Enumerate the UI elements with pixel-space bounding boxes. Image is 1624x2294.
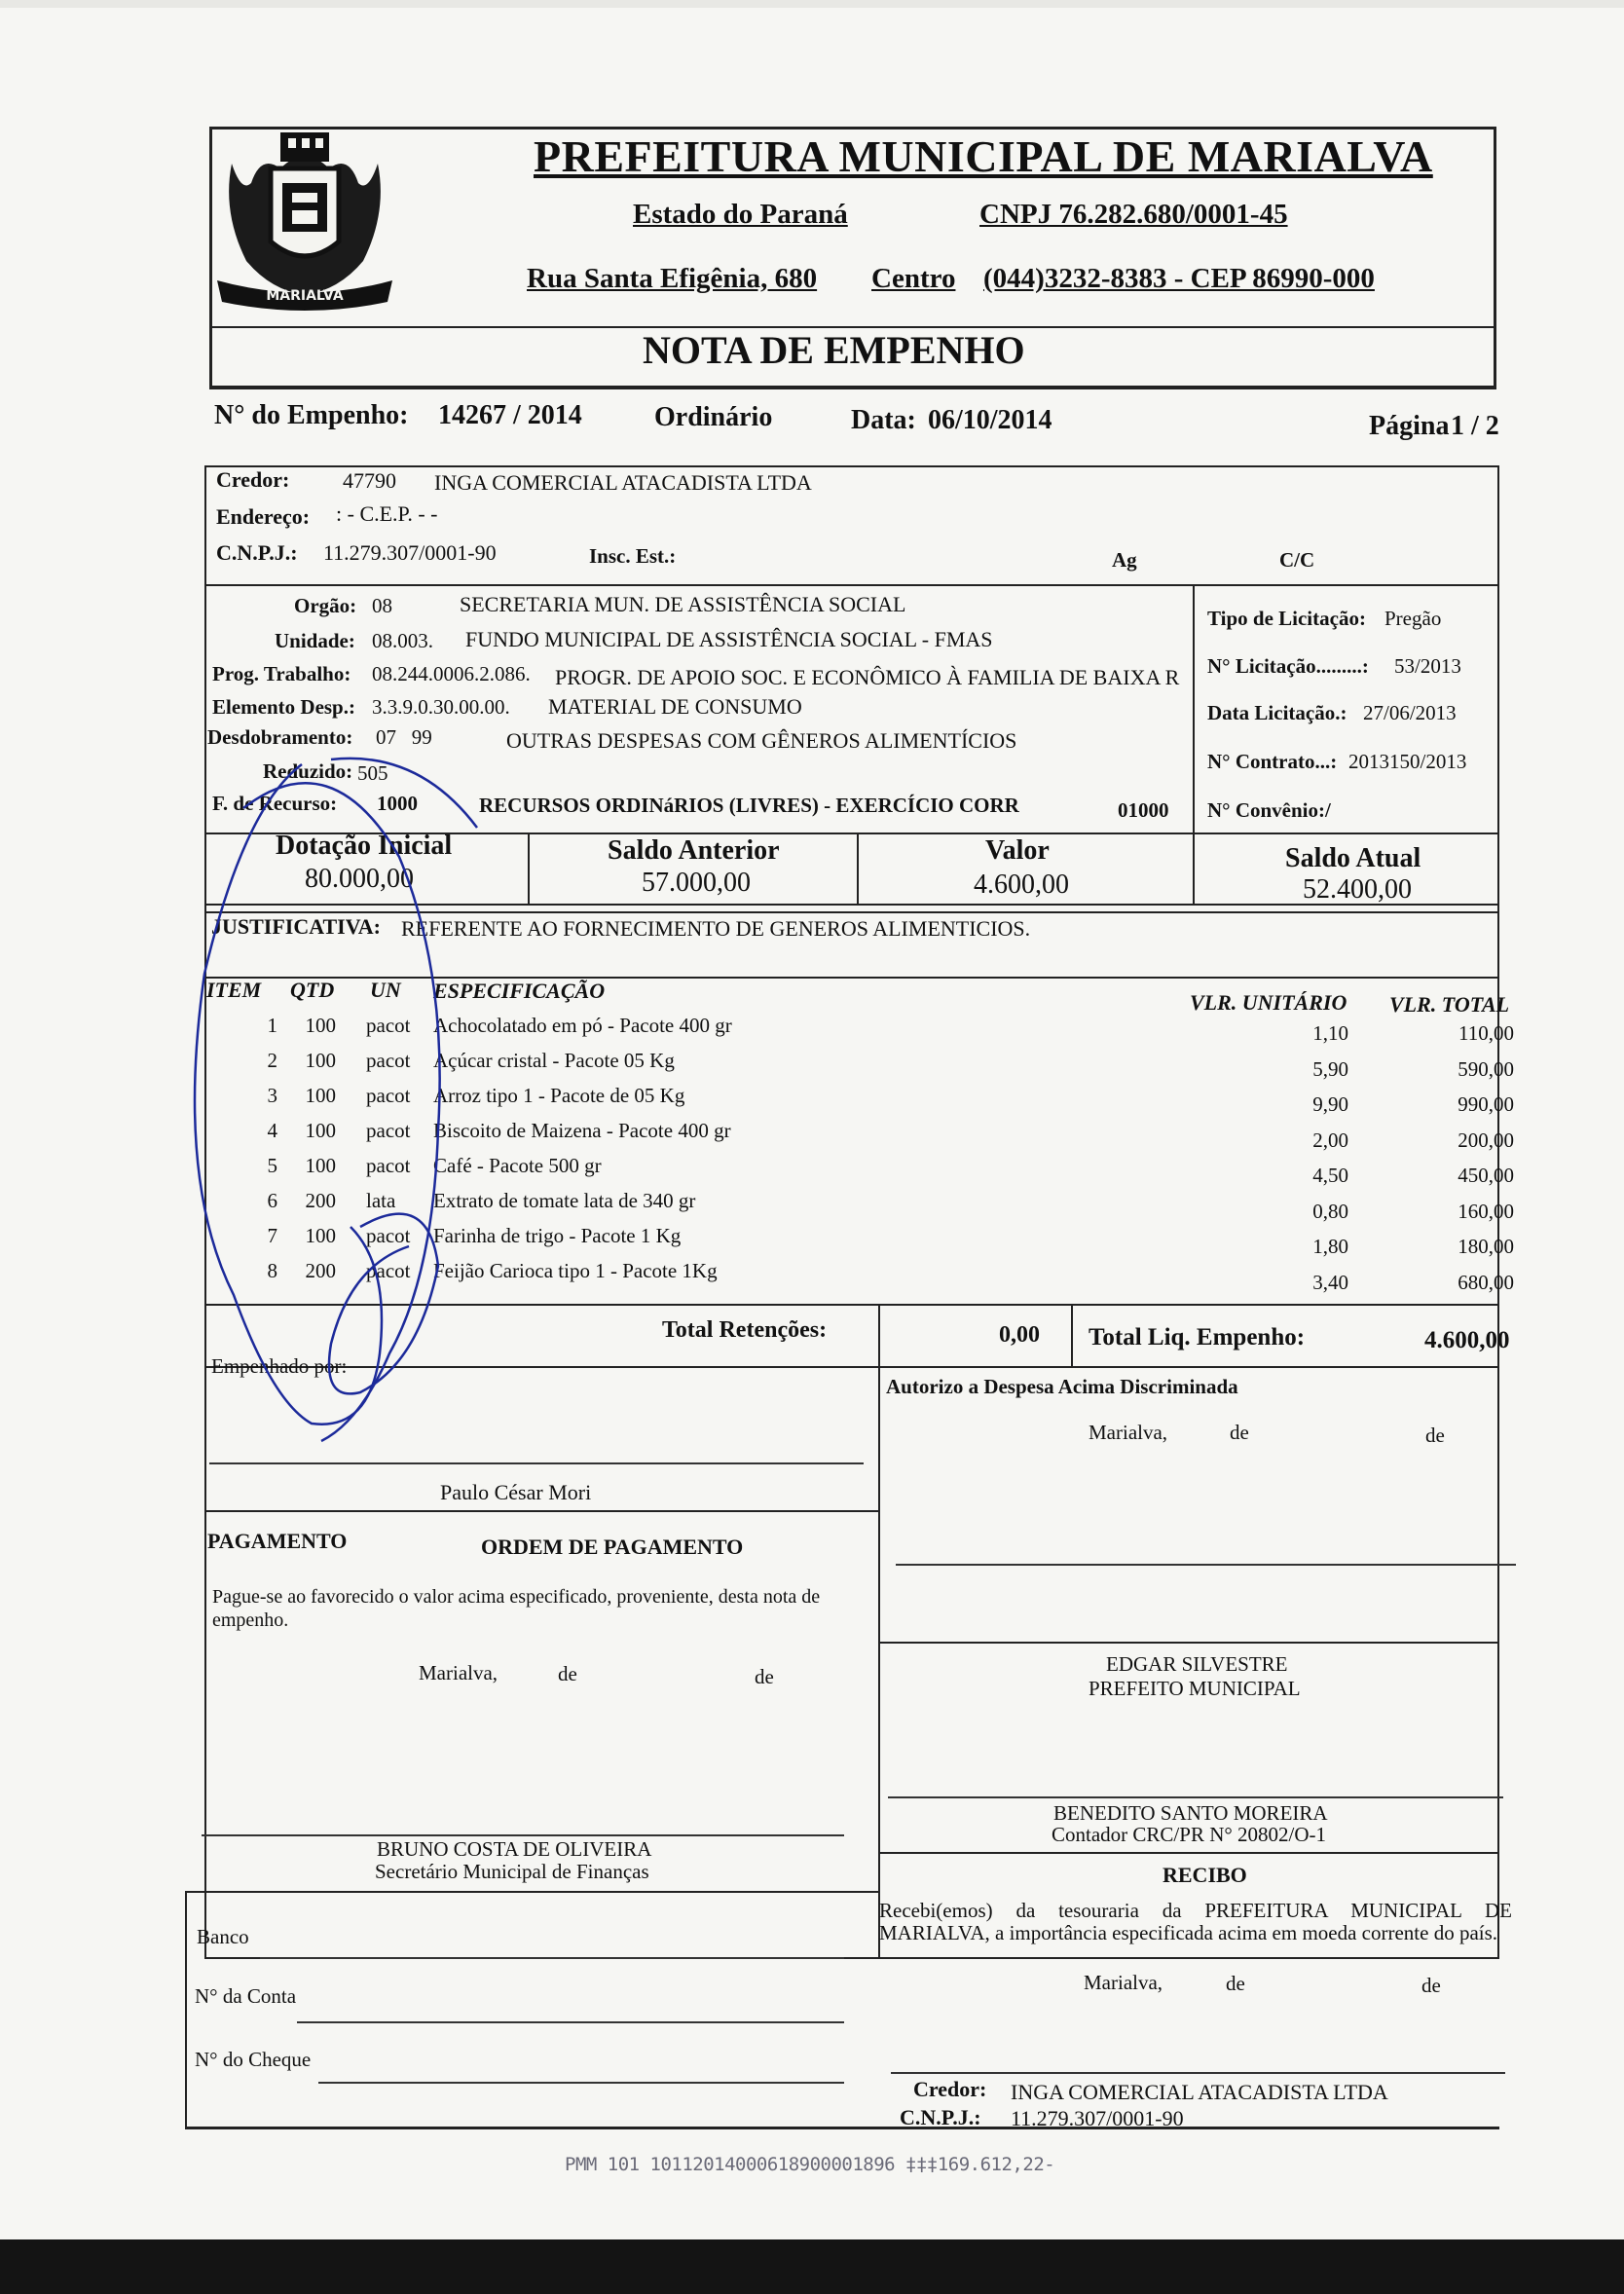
state-name: Estado do Paraná	[633, 199, 848, 230]
total-liquido-value: 4.600,00	[1424, 1327, 1510, 1353]
orgao-name: SECRETARIA MUN. DE ASSISTÊNCIA SOCIAL	[460, 592, 906, 616]
credor-signature-line	[891, 2072, 1505, 2074]
recibo-cnpj-label: C.N.P.J.:	[900, 2105, 981, 2129]
elemento-name: MATERIAL DE CONSUMO	[548, 694, 802, 719]
autorizo-text: Autorizo a Despesa Acima Discriminada	[886, 1375, 1238, 1398]
recibo-label: RECIBO	[1163, 1863, 1247, 1887]
item-cell-un: pacot	[366, 1119, 411, 1142]
prog-trabalho-code: 08.244.0006.2.086.	[372, 662, 531, 685]
item-cell-spec: Café - Pacote 500 gr	[433, 1154, 602, 1177]
col-header-item: ITEM	[206, 978, 262, 1002]
autorizo-city: Marialva,	[1089, 1421, 1168, 1444]
desdobramento-label: Desdobramento:	[207, 725, 353, 749]
orgao-code: 08	[372, 594, 392, 617]
item-cell-qtd: 100	[305, 1119, 336, 1142]
prefeito-name: EDGAR SILVESTRE	[1106, 1652, 1288, 1676]
numero-licitacao-label: N° Licitação.........:	[1207, 654, 1369, 678]
fonte-recurso-label: F. de Recurso:	[212, 792, 338, 815]
item-cell-qtd: 100	[305, 1154, 336, 1177]
prog-trabalho-name: PROGR. DE APOIO SOC. E ECONÔMICO À FAMILIA DE BAIXA R	[555, 665, 1180, 689]
item-cell-un: pacot	[366, 1084, 411, 1107]
item-cell-total: 180,00	[1458, 1235, 1514, 1258]
fonte-recurso-name: RECURSOS ORDINáRIOS (LIVRES) - EXERCÍCIO CORR	[479, 794, 1019, 817]
footer-stamp-text: PMM 101 10112014000618900001896 ‡‡‡169.612,22-	[565, 2154, 1055, 2175]
item-cell-spec: Arroz tipo 1 - Pacote de 05 Kg	[433, 1084, 685, 1107]
item-cell-item: 7	[267, 1224, 277, 1247]
justificativa-label: JUSTIFICATIVA:	[211, 914, 382, 939]
data-licitacao-label: Data Licitação.:	[1207, 701, 1347, 724]
valor-value: 4.600,00	[974, 870, 1069, 900]
page-number: 1 / 2	[1451, 411, 1499, 441]
saldo-anterior-label: Saldo Anterior	[608, 835, 780, 866]
item-cell-item: 5	[267, 1154, 277, 1177]
col-header-spec: ESPECIFICAÇÃO	[433, 979, 606, 1003]
pagamento-de-2: de	[755, 1665, 774, 1688]
secretario-title: Secretário Municipal de Finanças	[375, 1860, 649, 1883]
item-cell-un: pacot	[366, 1224, 411, 1247]
empenho-number-label: N° do Empenho:	[214, 400, 409, 430]
pague-se-text: Pague-se ao favorecido o valor acima especificado, proveniente, desta nota de empenho.	[212, 1586, 821, 1631]
contador-signature-line	[888, 1796, 1503, 1798]
item-cell-spec: Extrato de tomate lata de 340 gr	[433, 1189, 696, 1212]
prefeito-title: PREFEITO MUNICIPAL	[1089, 1677, 1301, 1700]
insc-est-label: Insc. Est.:	[589, 544, 677, 568]
item-cell-qtd: 100	[305, 1049, 336, 1072]
secretario-name: BRUNO COSTA DE OLIVEIRA	[377, 1837, 652, 1861]
autorizo-de-1: de	[1230, 1421, 1249, 1444]
orgao-label: Orgão:	[294, 594, 357, 617]
cheque-field-line[interactable]	[318, 2082, 844, 2084]
recibo-de-1: de	[1226, 1972, 1245, 1995]
prefeitura-cnpj: CNPJ 76.282.680/0001-45	[979, 199, 1288, 230]
item-cell-un: lata	[366, 1189, 396, 1212]
empenhado-name: Paulo César Mori	[440, 1480, 592, 1504]
prefeitura-district: Centro	[871, 263, 956, 294]
item-cell-total: 110,00	[1458, 1021, 1514, 1045]
item-cell-qtd: 200	[305, 1189, 336, 1212]
tipo-licitacao-value: Pregão	[1384, 607, 1442, 630]
credor-cnpj: 11.279.307/0001-90	[323, 540, 497, 565]
item-cell-total: 590,00	[1458, 1056, 1514, 1081]
item-cell-item: 6	[267, 1189, 277, 1212]
recibo-credor-name: INGA COMERCIAL ATACADISTA LTDA	[1011, 2080, 1388, 2104]
fonte-recurso-code: 1000	[377, 792, 418, 815]
empenho-date: 06/10/2014	[928, 405, 1052, 435]
numero-contrato-value: 2013150/2013	[1348, 750, 1467, 773]
item-cell-spec: Feijão Carioca tipo 1 - Pacote 1Kg	[433, 1259, 718, 1282]
pagamento-de-1: de	[558, 1662, 577, 1685]
handwritten-signature	[185, 721, 652, 1461]
saldo-anterior-value: 57.000,00	[642, 868, 751, 898]
item-cell-total: 200,00	[1458, 1128, 1514, 1152]
scan-bottom-edge	[0, 2239, 1624, 2294]
saldo-atual-value: 52.400,00	[1303, 874, 1412, 905]
item-cell-unit: 0,80	[1312, 1199, 1348, 1223]
reduzido-value: 505	[357, 761, 388, 785]
banco-label: Banco	[197, 1925, 249, 1948]
conta-field-line[interactable]	[297, 2021, 844, 2023]
justificativa-text: REFERENTE AO FORNECIMENTO DE GENEROS ALIMENTICIOS.	[401, 916, 1031, 941]
item-cell-un: pacot	[366, 1259, 411, 1282]
item-cell-qtd: 100	[305, 1224, 336, 1247]
numero-contrato-label: N° Contrato...:	[1207, 750, 1338, 773]
item-cell-total: 160,00	[1458, 1199, 1514, 1223]
credor-code: 47790	[343, 468, 396, 493]
item-cell-total: 450,00	[1458, 1164, 1514, 1187]
item-cell-qtd: 100	[305, 1084, 336, 1107]
secretario-signature-line	[202, 1834, 844, 1836]
item-cell-qtd: 200	[305, 1259, 336, 1282]
reduzido-label: Reduzido:	[263, 759, 353, 783]
document-title: NOTA DE EMPENHO	[643, 328, 1025, 372]
item-cell-total: 680,00	[1458, 1270, 1514, 1294]
numero-conta-label: N° da Conta	[195, 1984, 297, 2008]
pagamento-label: PAGAMENTO	[207, 1529, 348, 1553]
item-cell-unit: 4,50	[1312, 1164, 1348, 1187]
elemento-code: 3.3.9.0.30.00.00.	[372, 695, 510, 719]
dotacao-inicial-value: 80.000,00	[305, 864, 414, 894]
empenhado-por-label: Empenhado por:	[211, 1354, 348, 1378]
elemento-label: Elemento Desp.:	[212, 695, 355, 719]
unidade-label: Unidade:	[275, 629, 355, 652]
recibo-cnpj-value: 11.279.307/0001-90	[1011, 2106, 1184, 2130]
empenho-number: 14267 / 2014	[438, 400, 582, 430]
scan-top-edge	[0, 0, 1624, 8]
cnpj-label: C.N.P.J.:	[216, 540, 298, 565]
autorizo-de-2: de	[1425, 1424, 1445, 1447]
prefeitura-title: PREFEITURA MUNICIPAL DE MARIALVA	[534, 131, 1433, 181]
item-cell-unit: 9,90	[1312, 1092, 1348, 1116]
valor-label: Valor	[985, 835, 1050, 866]
pagamento-city: Marialva,	[419, 1661, 498, 1684]
prefeito-signature-line	[896, 1564, 1516, 1566]
recibo-credor-label: Credor:	[913, 2077, 987, 2101]
item-cell-total: 990,00	[1458, 1092, 1514, 1116]
item-cell-unit: 2,00	[1312, 1128, 1348, 1152]
item-cell-item: 1	[267, 1014, 277, 1037]
agencia-label: Ag	[1112, 548, 1137, 572]
item-cell-item: 4	[267, 1119, 277, 1142]
endereco-label: Endereço:	[216, 504, 311, 529]
item-cell-un: pacot	[366, 1014, 411, 1037]
item-cell-spec: Açúcar cristal - Pacote 05 Kg	[433, 1049, 675, 1072]
recibo-text: Recebi(emos) da tesouraria da PREFEITURA MUNICIPAL DE MARIALVA, a importância especificada acima em moeda corrente do país.	[879, 1899, 1512, 1944]
total-liquido-label: Total Liq. Empenho:	[1089, 1324, 1306, 1350]
item-cell-spec: Biscoito de Maizena - Pacote 400 gr	[433, 1119, 731, 1142]
item-cell-item: 3	[267, 1084, 277, 1107]
crest-banner-text: MARIALVA	[266, 288, 344, 304]
item-cell-un: pacot	[366, 1049, 411, 1072]
item-cell-unit: 3,40	[1312, 1270, 1348, 1294]
contador-name: BENEDITO SANTO MOREIRA	[1053, 1801, 1328, 1825]
prefeitura-address: Rua Santa Efigênia, 680	[527, 263, 818, 294]
prog-trabalho-label: Prog. Trabalho:	[212, 662, 351, 685]
recibo-city: Marialva,	[1084, 1971, 1163, 1994]
unidade-code: 08.003.	[372, 629, 433, 652]
item-cell-un: pacot	[366, 1154, 411, 1177]
dotacao-inicial-label: Dotação Inicial	[276, 831, 453, 861]
unidade-name: FUNDO MUNICIPAL DE ASSISTÊNCIA SOCIAL - FMAS	[465, 627, 993, 651]
ordem-pagamento-label: ORDEM DE PAGAMENTO	[481, 1535, 744, 1559]
tipo-licitacao-label: Tipo de Licitação:	[1207, 607, 1366, 630]
total-retencoes-value: 0,00	[999, 1322, 1040, 1348]
item-cell-unit: 1,80	[1312, 1235, 1348, 1258]
empenho-date-label: Data:	[851, 405, 916, 435]
desdobramento-name: OUTRAS DESPESAS COM GÊNEROS ALIMENTÍCIOS	[506, 728, 1017, 753]
col-header-unit-value: VLR. UNITÁRIO	[1190, 990, 1347, 1015]
prefeitura-phone-cep: (044)3232-8383 - CEP 86990-000	[983, 263, 1375, 294]
total-retencoes-label: Total Retenções:	[662, 1317, 828, 1343]
municipal-crest-logo	[212, 125, 397, 315]
saldo-atual-label: Saldo Atual	[1285, 843, 1421, 873]
empenhado-signature-line	[209, 1462, 864, 1464]
item-cell-unit: 5,90	[1312, 1056, 1348, 1081]
numero-cheque-label: N° do Cheque	[195, 2048, 312, 2071]
banco-field-line[interactable]	[260, 1957, 844, 1959]
item-cell-item: 2	[267, 1049, 277, 1072]
credor-name: INGA COMERCIAL ATACADISTA LTDA	[434, 470, 812, 495]
conta-corrente-label: C/C	[1279, 548, 1315, 572]
item-cell-item: 8	[267, 1259, 277, 1282]
contador-title: Contador CRC/PR N° 20802/O-1	[1052, 1823, 1327, 1846]
numero-licitacao-value: 53/2013	[1394, 654, 1461, 678]
numero-convenio: N° Convênio:/	[1207, 798, 1331, 822]
col-header-total-value: VLR. TOTAL	[1389, 992, 1510, 1017]
item-cell-spec: Achocolatado em pó - Pacote 400 gr	[433, 1014, 732, 1037]
recibo-de-2: de	[1421, 1974, 1441, 1997]
page-label: Página	[1369, 411, 1450, 441]
fonte-recurso-number: 01000	[1118, 798, 1169, 822]
data-licitacao-value: 27/06/2013	[1363, 701, 1457, 724]
col-header-qtd: QTD	[290, 978, 335, 1002]
item-cell-qtd: 100	[305, 1014, 336, 1037]
col-header-un: UN	[370, 978, 401, 1002]
item-cell-unit: 1,10	[1312, 1021, 1348, 1045]
item-cell-spec: Farinha de trigo - Pacote 1 Kg	[433, 1224, 682, 1247]
credor-label: Credor:	[216, 467, 290, 492]
desdobramento-code: 07 99	[376, 725, 432, 749]
empenho-type: Ordinário	[654, 402, 773, 432]
endereco-value: : - C.E.P. - -	[336, 501, 438, 526]
